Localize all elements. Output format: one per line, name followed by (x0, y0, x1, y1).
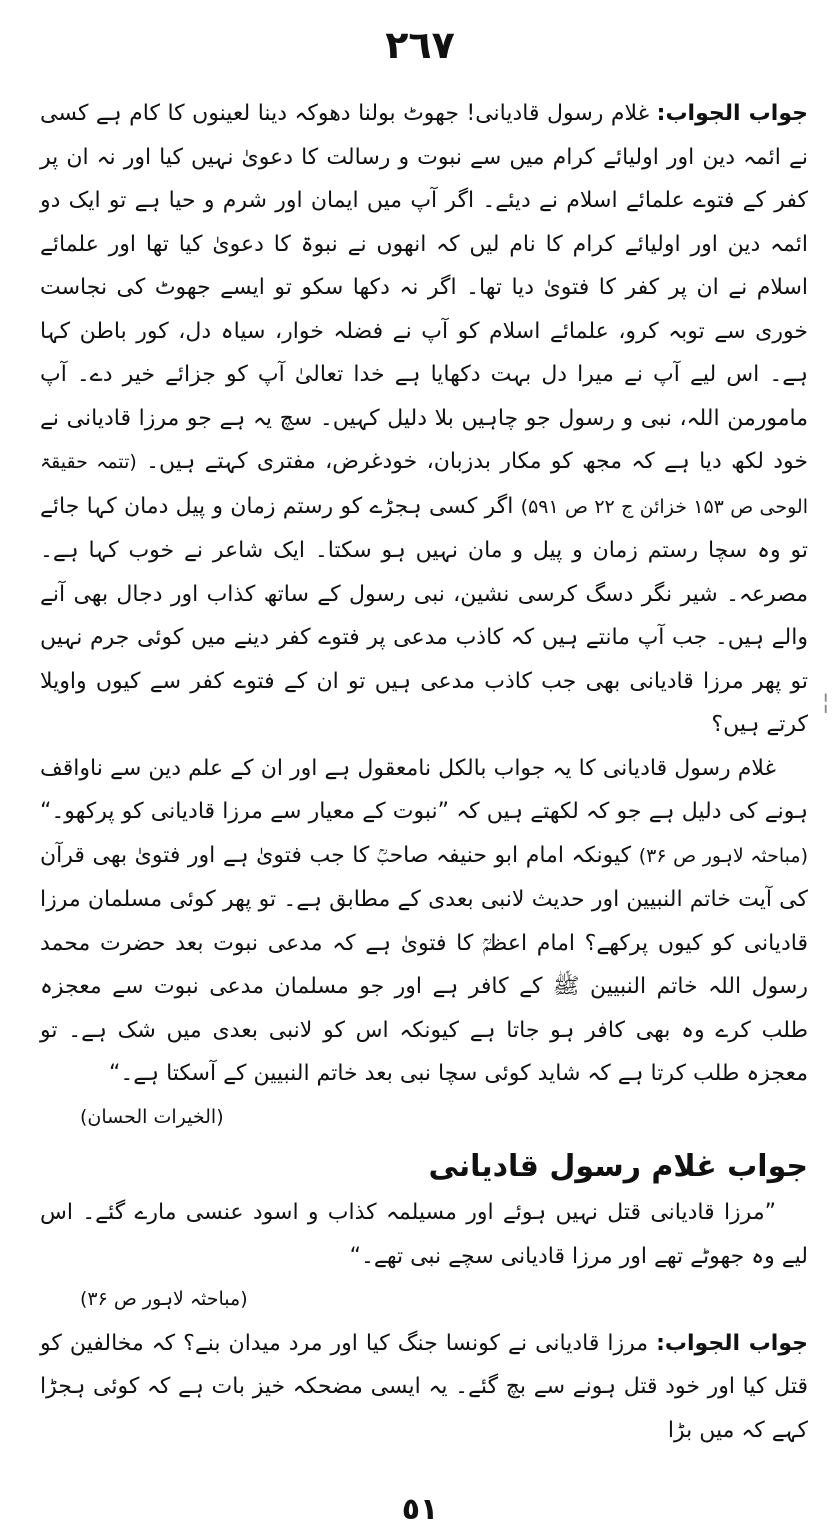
quote-text: ”مرزا قادیانی قتل نہیں ہوئے اور مسیلمہ کذاب و اسود عنسی مارے گئے۔ اس لیے وہ جھوٹے تھے اور مرزا قادیانی سچے نبی تھے۔“ (40, 1200, 808, 1269)
citation-tatimma: (تتمہ حقیقۃ الوحی ص ۱۵۳ خزائن ج ۲۲ ص ۵۹۱) (40, 451, 808, 518)
rebuttal-text-continued: کیونکہ امام ابو حنیفہ صاحبؒ کا جب فتویٰ ہے اور فتویٰ بھی قرآن کی آیت خاتم النبیین اور حدیث لانبی بعدی کے مطابق ہے۔ تو پھر کوئی مسلمان مرزا قادیانی کو کیوں پرکھے؟ امام اعظمؒ کا فتویٰ ہے کہ مدعی نبوت بعد حضرت محمد رسول اللہ خاتم النبیین ﷺ کے کافر ہے اور جو مسلمان مدعی نبوت سے معجزہ طلب کرے وہ بھی کافر ہو جاتا ہے کیونکہ اس کو لانبی بعدی میں شک ہے۔ تو معجزہ طلب کرتا ہے کہ شاید کوئی سچا نبی بعد خاتم النبیین کے آسکتا ہے۔“ (40, 842, 808, 1086)
scan-edge-mark: ¦ (822, 690, 830, 715)
answer-text: غلام رسول قادیانی! جھوٹ بولنا دھوکہ دینا لعینوں کا کام ہے کسی نے ائمہ دین اور اولیائے کرام میں سے نبوت و رسالت کا دعویٰ نہیں کیا اور نہ ان پر کفر کے فتوے علمائے اسلام نے دیئے۔ اگر آپ میں ایمان اور شرم و حیا ہے تو ایک دو ائمہ دین اور اولیائے کرام کا نام لیں کہ انھوں نے نبوۃ کا دعویٰ کیا تھا اور علمائے اسلام نے ان پر کفر کا فتویٰ دیا تھا۔ اگر نہ دکھا سکو تو ایسے جھوٹ کی نجاست خوری سے توبہ کرو، علمائے اسلام کو آپ نے فضلہ خوار، سیاہ دل، کور باطن کہا ہے۔ اس لیے آپ نے میرا دل بہت دکھایا ہے خدا تعالیٰ آپ کو جزائے خیر دے۔ آپ مامورمن اللہ، نبی و رسول جو چاہیں بلا دلیل کہیں۔ سچ یہ ہے جو مرزا قادیانی نے خود لکھ دیا ہے کہ مجھ کو مکار بدزبان، خودغرض، مفتری کہتے ہیں۔ (40, 101, 808, 474)
answer-paragraph-1 (40, 92, 808, 747)
answer-text-continued: اگر کسی ہجڑے کو رستم زمان و پیل دمان کہا جائے تو وہ سچا رستم زمان و پیل و مان نہیں ہو سکتا۔ ایک شاعر نے خوب کہا ہے۔ مصرعہ۔ شیر نگر دسگ کرسی نشین، نبی رسول کے ساتھ کذاب اور دجال بھی آنے والے ہیں۔ جب آپ مانتے ہیں کہ کاذب مدعی پر فتوے کفر دینے میں کوئی جرم نہیں تو پھر مرزا قادیانی بھی جب کاذب مدعی ہیں تو ان کے فتوے کفر سے کیوں واویلا کرتے ہیں؟ (40, 493, 808, 737)
section-heading: جواب غلام رسول قادیانی (428, 1149, 808, 1184)
answer-label: جواب الجواب: (656, 101, 808, 126)
answer-label-2: جواب الجواب: (656, 1330, 808, 1356)
page-number-bottom: ٥١ (401, 1492, 439, 1527)
citation-mubahisa: (مباحثہ لاہور ص ۳۶) (638, 844, 808, 867)
page-body (40, 92, 808, 1452)
source-khairat: (الخیرات الحسان) (80, 1105, 224, 1128)
citation-mubahisa-2: (مباحثہ لاہور ص ۳۶) (80, 1288, 248, 1310)
rebuttal-paragraph (40, 747, 808, 1140)
page-number-top: ٢٦٧ (385, 23, 455, 67)
answer-paragraph-2 (40, 1322, 808, 1453)
answer-text-2: مرزا قادیانی نے کونسا جنگ کیا اور مرد میدان بنے؟ کہ مخالفین کو قتل کیا اور خود قتل ہونے سے بچ گئے۔ یہ ایسی مضحکہ خیز بات ہے کہ کوئی ہجڑا کہے کہ میں بڑا (40, 1330, 808, 1443)
rebuttal-text: غلام رسول قادیانی کا یہ جواب بالکل نامعقول ہے اور ان کے علم دین سے ناواقف ہونے کی دلیل ہے جو کہ لکھتے ہیں کہ ”نبوت کے معیار سے مرزا قادیانی کو پرکھو۔“ (40, 755, 808, 824)
quote-paragraph (40, 1191, 808, 1322)
